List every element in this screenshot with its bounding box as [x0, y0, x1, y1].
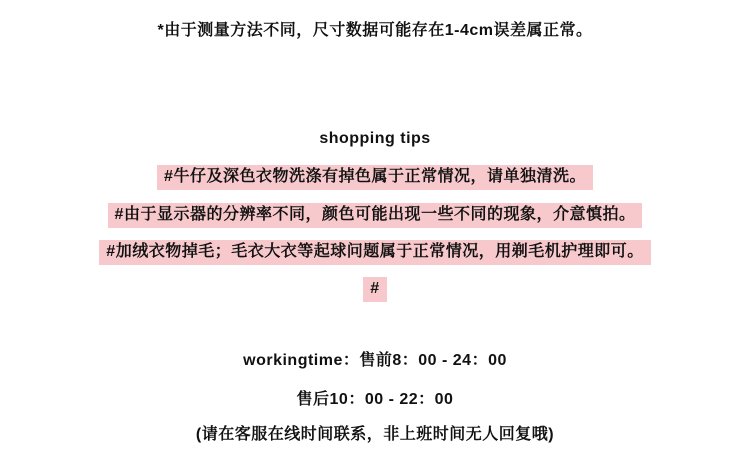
size-measurement-disclaimer: *由于测量方法不同，尺寸数据可能存在1-4cm误差属正常。: [157, 22, 593, 39]
tip-row: [0, 240, 750, 265]
tip-row: [0, 203, 750, 228]
tip-washing-fade: #牛仔及深色衣物洗涤有掉色属于正常情况，请单独清洗。: [157, 165, 593, 190]
tip-row: [0, 165, 750, 190]
working-time-aftersale: 售后10：00 - 22：00: [296, 391, 454, 408]
shopping-tips-heading: shopping tips: [319, 130, 431, 147]
working-time-note: (请在客服在线时间联系，非上班时间无人回复哦): [195, 426, 555, 443]
tip-row: [0, 277, 750, 302]
tip-monitor-color: #由于显示器的分辨率不同，颜色可能出现一些不同的现象，介意慎拍。: [108, 203, 643, 228]
tip-hash-placeholder: #: [363, 277, 386, 302]
tip-lint-pilling: #加绒衣物掉毛；毛衣大衣等起球问题属于正常情况，用剃毛机护理即可。: [99, 240, 650, 265]
working-time-presale: workingtime：售前8：00 - 24：00: [243, 352, 507, 369]
